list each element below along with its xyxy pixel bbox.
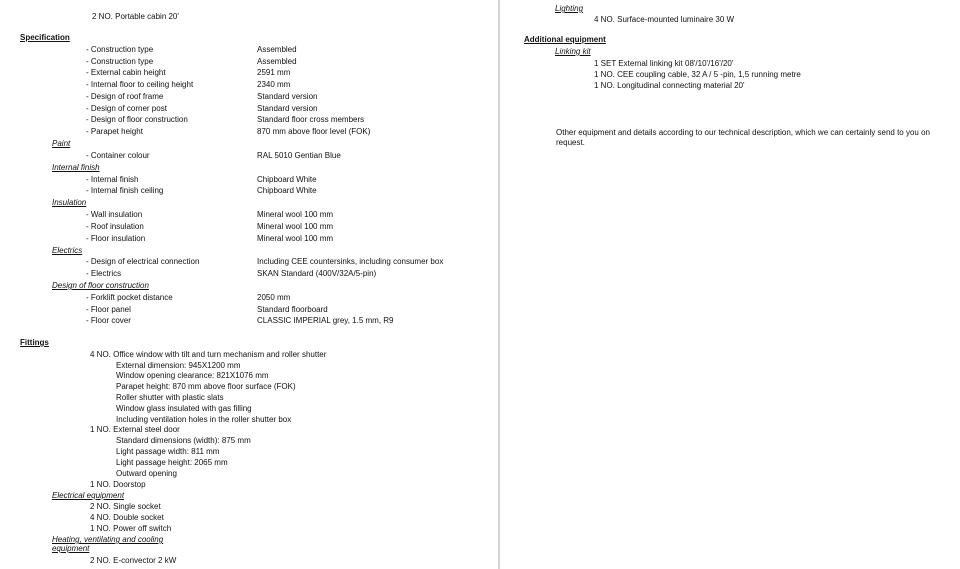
- internal-finish-subheading: Internal finish: [52, 163, 100, 172]
- spec-label: - Wall insulation: [86, 210, 143, 219]
- spec-value: RAL 5010 Gentian Blue: [257, 151, 341, 160]
- spec-value: Mineral wool 100 mm: [257, 234, 334, 243]
- specification-heading: Specification: [20, 33, 70, 42]
- window-detail: Parapet height: 870 mm above floor surface (FOK): [116, 382, 296, 391]
- spec-value: Chipboard White: [257, 175, 317, 184]
- electrical-item: 1 NO. Power off switch: [90, 524, 172, 533]
- spec-label: - Design of electrical connection: [86, 257, 200, 266]
- hvac-subheading: Heating, ventilating and cooling equipment: [52, 535, 164, 553]
- additional-equipment-heading: Additional equipment: [524, 35, 606, 44]
- linking-kit-item: 1 NO. Longitudinal connecting material 20': [594, 81, 745, 90]
- door-detail: Outward opening: [116, 469, 177, 478]
- window-detail: External dimension: 945X1200 mm: [116, 361, 241, 370]
- lighting-subheading: Lighting: [555, 4, 584, 13]
- spec-label: - Forklift pocket distance: [86, 293, 173, 302]
- office-window-line: 4 NO. Office window with tilt and turn mechanism and roller shutter: [90, 350, 327, 359]
- document-page-right: [500, 0, 960, 569]
- lighting-item: 4 NO. Surface-mounted luminaire 30 W: [594, 15, 735, 24]
- spec-label: - Internal finish: [86, 175, 139, 184]
- spec-value: Mineral wool 100 mm: [257, 222, 334, 231]
- portable-cabin-line: 2 NO. Portable cabin 20': [92, 12, 179, 21]
- door-detail: Light passage height: 2065 mm: [116, 458, 228, 467]
- electrics-subheading: Electrics: [52, 246, 83, 255]
- spec-value: CLASSIC IMPERIAL grey, 1.5 mm, R9: [257, 316, 394, 325]
- spec-label: - Construction type: [86, 45, 154, 54]
- window-detail: Window opening clearance: 821X1076 mm: [116, 371, 269, 380]
- spec-value: 2340 mm: [257, 80, 291, 89]
- closing-note: Other equipment and details according to our technical description, which we can certainly send to you on request.: [556, 128, 930, 147]
- door-detail: Standard dimensions (width): 875 mm: [116, 436, 251, 445]
- electrical-item: 2 NO. Single socket: [90, 502, 161, 511]
- insulation-subheading: Insulation: [52, 198, 87, 207]
- spec-value: Assembled: [257, 57, 297, 66]
- spec-label: - Construction type: [86, 57, 154, 66]
- spec-label: - Internal finish ceiling: [86, 186, 164, 195]
- spec-value: SKAN Standard (400V/32A/5-pin): [257, 269, 377, 278]
- spec-value: 2050 mm: [257, 293, 291, 302]
- electrical-item: 4 NO. Double socket: [90, 513, 164, 522]
- spec-label: - Internal floor to ceiling height: [86, 80, 194, 89]
- spec-value: 870 mm above floor level (FOK): [257, 127, 371, 136]
- window-detail: Window glass insulated with gas filling: [116, 404, 252, 413]
- spec-label: - Design of corner post: [86, 104, 167, 113]
- spec-value: Standard floor cross members: [257, 115, 365, 124]
- spec-label: - Roof insulation: [86, 222, 144, 231]
- window-detail: Including ventilation holes in the roller shutter box: [116, 415, 292, 424]
- linking-kit-subheading: Linking kit: [555, 47, 591, 56]
- spec-label: - Parapet height: [86, 127, 143, 136]
- spec-value: Mineral wool 100 mm: [257, 210, 334, 219]
- hvac-item: 2 NO. E-convector 2 kW: [90, 556, 177, 565]
- spec-label: - Floor panel: [86, 305, 131, 314]
- spec-value: Standard version: [257, 92, 318, 101]
- spec-label: - Design of roof frame: [86, 92, 164, 101]
- floor-construction-subheading: Design of floor construction: [52, 281, 149, 290]
- linking-kit-item: 1 NO. CEE coupling cable, 32 A / 5 -pin, 1,5 running metre: [594, 70, 801, 79]
- spec-value: Assembled: [257, 45, 297, 54]
- spec-label: - Floor cover: [86, 316, 131, 325]
- spec-value: Chipboard White: [257, 186, 317, 195]
- linking-kit-item: 1 SET External linking kit 08'/10'/16'/20': [594, 59, 734, 68]
- doorstop-line: 1 NO. Doorstop: [90, 480, 146, 489]
- door-detail: Light passage width: 811 mm: [116, 447, 220, 456]
- spec-label: - Container colour: [86, 151, 150, 160]
- spec-value: Including CEE countersinks, including consumer box: [257, 257, 444, 266]
- spec-value: Standard floorboard: [257, 305, 328, 314]
- spec-label: - Electrics: [86, 269, 122, 278]
- spec-label: - Floor insulation: [86, 234, 146, 243]
- spec-value: 2591 mm: [257, 68, 291, 77]
- window-detail: Roller shutter with plastic slats: [116, 393, 224, 402]
- spec-label: - Design of floor construction: [86, 115, 188, 124]
- spec-label: - External cabin height: [86, 68, 166, 77]
- spec-value: Standard version: [257, 104, 318, 113]
- steel-door-line: 1 NO. External steel door: [90, 425, 180, 434]
- paint-subheading: Paint: [52, 139, 71, 148]
- electrical-equipment-subheading: Electrical equipment: [52, 491, 125, 500]
- fittings-heading: Fittings: [20, 338, 49, 347]
